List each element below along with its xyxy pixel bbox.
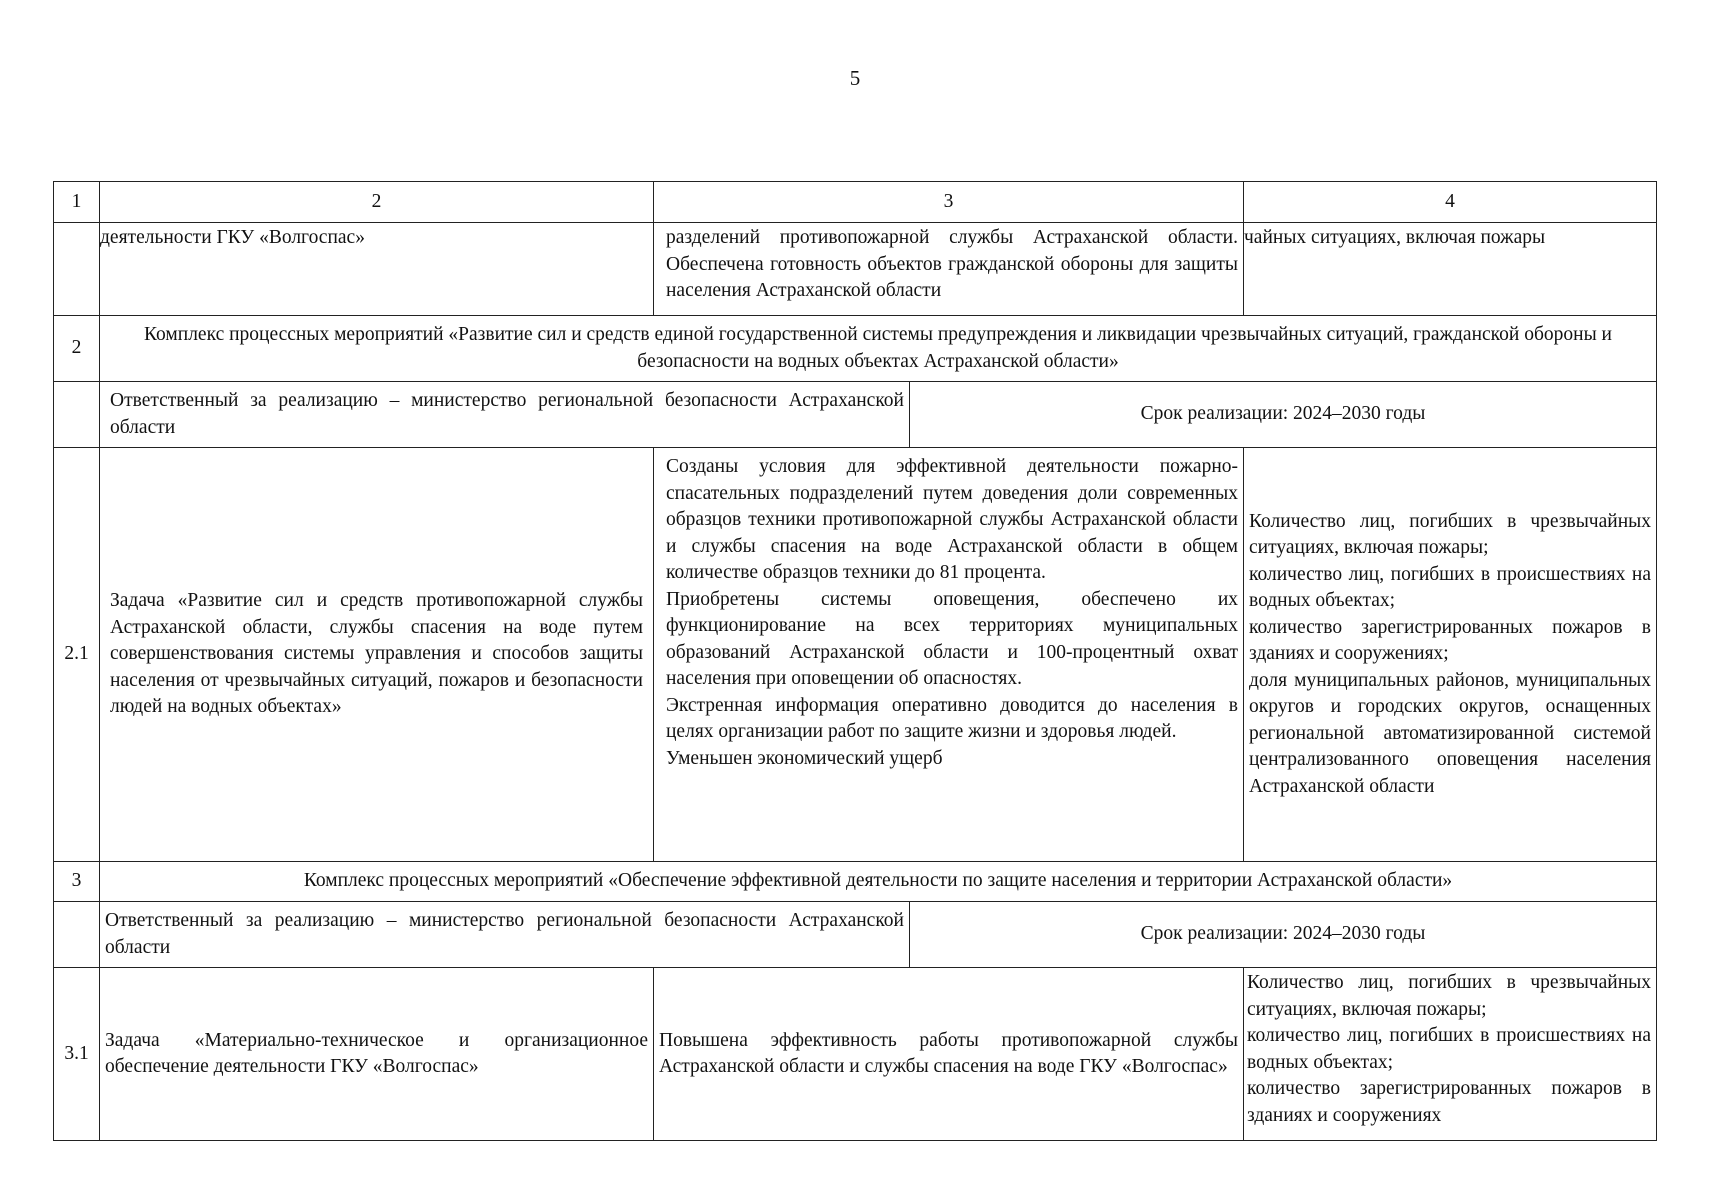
indicator-text: количество зарегистрированных пожаров в зданиях и сооружениях;: [1249, 616, 1651, 665]
table-row: [54, 968, 1657, 1141]
result-text: Созданы условия для эффективной деятельности пожарно-спасательных подразделений путем доведения доли современных образцов техники противопожарной службы Астраханской области и службы спасения на воде Астраханской области в общем количестве образцов техники до 81 процента.: [666, 456, 1238, 583]
header-cell-1: 1: [54, 182, 100, 223]
row-number: [54, 223, 100, 316]
row-number: 3.1: [54, 968, 100, 1141]
section-row: [54, 316, 1657, 382]
result-text: Уменьшен экономический ущерб: [666, 747, 943, 769]
indicator-text: количество зарегистрированных пожаров в зданиях и сооружениях: [1247, 1078, 1651, 1126]
row-number: [54, 902, 100, 968]
responsible-cell: Ответственный за реализацию – министерство региональной безопасности Астраханской области: [100, 902, 910, 968]
indicator-text: Количество лиц, погибших в чрезвычайных ситуациях, включая пожары;: [1247, 972, 1651, 1020]
row-number: 3: [54, 862, 100, 902]
row-number: 2.1: [54, 448, 100, 862]
indicators-cell: [1244, 448, 1657, 862]
continued-task-cell: деятельности ГКУ «Волгоспас»: [100, 223, 654, 316]
header-cell-2: 2: [100, 182, 654, 223]
indicator-text: количество лиц, погибших в происшествиях на водных объектах;: [1247, 1025, 1651, 1073]
indicator-text: Количество лиц, погибших в чрезвычайных ситуациях, включая пожары;: [1249, 510, 1651, 559]
table-header-row: [54, 182, 1657, 223]
section-title: Комплекс процессных мероприятий «Обеспечение эффективной деятельности по защите населения и территории Астраханской области»: [100, 862, 1657, 902]
responsible-cell: Ответственный за реализацию – министерство региональной безопасности Астраханской области: [100, 382, 910, 448]
task-cell: Задача «Материально-техническое и организационное обеспечение деятельности ГКУ «Волгоспас»: [100, 968, 654, 1141]
continued-result-cell: разделений противопожарной службы Астраханской области. Обеспечена готовность объектов гражданской обороны для защиты населения Астраханской области: [654, 223, 1244, 316]
result-text: Приобретены системы оповещения, обеспечено их функционирование на всех территориях муниципальных образований Астраханской области и 100-процентный охват населения при оповещении об опасностях.: [666, 588, 1238, 689]
indicators-cell: [1244, 968, 1657, 1141]
task-cell: Задача «Развитие сил и средств противопожарной службы Астраханской области, службы спасения на воде путем совершенствования системы управления и способов защиты населения от чрезвычайных ситуаций, пожаров и безопасности людей на водных объектах»: [100, 448, 654, 862]
program-table: [53, 181, 1657, 1141]
row-number: [54, 382, 100, 448]
indicator-text: доля муниципальных районов, муниципальных округов и городских округов, оснащенных региональной автоматизированной системой централизованного оповещения населения Астраханской области: [1249, 669, 1651, 797]
result-text: Экстренная информация оперативно доводится до населения в целях организации работ по защите жизни и здоровья людей.: [666, 694, 1238, 742]
result-cell: Повышена эффективность работы противопожарной службы Астраханской области и службы спасения на воде ГКУ «Волгоспас»: [654, 968, 1244, 1141]
row-number: 2: [54, 316, 100, 382]
header-cell-3: 3: [654, 182, 1244, 223]
header-cell-4: 4: [1244, 182, 1657, 223]
table-row-continued: [54, 223, 1657, 316]
term-cell: Срок реализации: 2024–2030 годы: [910, 902, 1657, 968]
table-row: [54, 448, 1657, 862]
indicator-text: количество лиц, погибших в происшествиях на водных объектах;: [1249, 563, 1651, 612]
responsible-row: [54, 382, 1657, 448]
continued-indicator-cell: чайных ситуациях, включая пожары: [1244, 223, 1657, 316]
term-cell: Срок реализации: 2024–2030 годы: [910, 382, 1657, 448]
section-row: [54, 862, 1657, 902]
results-cell: [654, 448, 1244, 862]
section-title: Комплекс процессных мероприятий «Развитие сил и средств единой государственной системы предупреждения и ликвидации чрезвычайных ситуаций, гражданской обороны и безопасности на водных объектах Астраханской области»: [100, 316, 1657, 382]
page-number: 5: [849, 66, 861, 90]
responsible-row: [54, 902, 1657, 968]
